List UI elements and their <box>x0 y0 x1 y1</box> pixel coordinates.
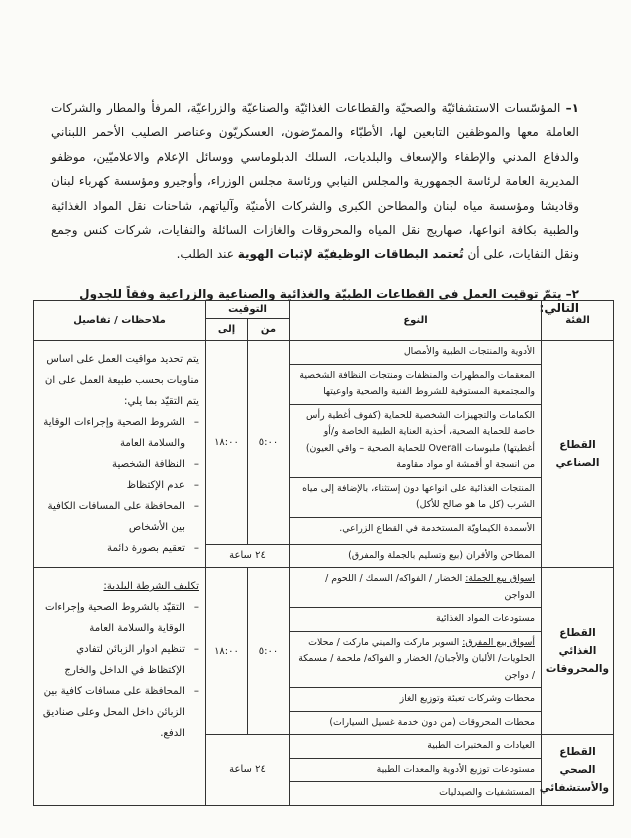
health-hours: ٢٤ ساعة <box>206 735 290 806</box>
list-item: – الشروط الصحية وإجراءات الوقاية والسلامة العامة <box>40 412 199 454</box>
header-from: من <box>248 319 290 341</box>
list-item: المنتجات الغذائية على انواعها دون إستثناء، بالإضافة إلى مياه الشرب (كل ما هو صالح للأكل) <box>290 478 541 518</box>
list-item: – تنظيم ادوار الزبائن لتفادي الإكتظاظ في الداخل والخارج <box>40 639 199 681</box>
section-heading: ٢– يتمّ توقيت العمل في القطاعات الطبيّة والغذائية والصناعية والزراعية وفقاً للجدول التالي: <box>79 287 579 315</box>
list-item: مستودعات المواد الغذائية <box>290 608 541 632</box>
header-notes: ملاحظات / تفاصيل <box>34 301 206 341</box>
intro-paragraph <box>51 96 579 267</box>
list-item: محطات وشركات تعبئة وتوزيع الغاز <box>290 688 541 712</box>
list-item: – المحافظة على المسافات الكافية بين الأشخاص <box>40 496 199 538</box>
list-item: مستودعات توزيع الأدوية والمعدات الطبية <box>290 759 541 783</box>
food-items <box>290 568 542 735</box>
list-item: المعقمات والمطهرات والمنظفات ومنتجات النظافة الشخصية والمجتمعية المستوفية للشروط الفنية والصحية واوعيتها <box>290 365 541 405</box>
timing-table <box>33 300 614 806</box>
industrial-notes <box>34 341 206 568</box>
paragraph-tail: عند الطلب. <box>176 247 238 262</box>
list-item: الأسمدة الكيماويّة المستخدمة في القطاع الزراعي. <box>339 522 535 534</box>
bakeries-item-cell <box>290 544 542 568</box>
food-notes <box>34 568 206 806</box>
category-industrial: القطاع الصناعي <box>542 341 614 568</box>
list-item: الأدوية والمنتجات الطبية والأمصال <box>290 341 541 365</box>
paragraph-text: المؤسّسات الاستشفائيّة والصحيّة والقطاعات الغذائيّة والصناعيّة والزراعيّة، المرفأ والمطار والشركات العاملة معها والموظفين التابعين لها، الأطبّاء والممرّضون، العسكريّون وعناصر الصليب الأحمر اللبناني والدفاع المدني والإطفاء والإسعاف والبلديات، السلك الدبلوماسي ووسائل الإعلام والاعلاميّين، موظفو المديرية العامة لرئاسة الجمهورية والمجلس النيابي ورئاسة مجلس الوزراء، وأوجيرو ومؤسسة كهرباء لبنان وقاديشا ومؤسسة مياه لبنان والمطاحن الكبرى والشركات الأمنيّة وآلياتهم، شاحنات نقل المواد الغذائية والطبية بكافة انواعها، صهاريج نقل المياه والمحروقات والغازات السائلة والنفايات، شركات كنس وجمع ونقل النفايات، على أن <box>51 101 579 262</box>
list-item: أسواق بيع المفرق: السوبر ماركت والميني ماركت / محلات الحلويات/ الألبان والأجبان/ الخضار و الفواكه/ ملحمة / مسمكة / دواجن <box>290 632 541 689</box>
header-to: إلى <box>206 319 248 341</box>
food-from: ٥:٠٠ <box>248 568 290 735</box>
list-item: – المحافظة على مسافات كافية بين الزبائن داخل المحل وعلى صناديق الدفع. <box>40 681 199 744</box>
header-timing: التوقيت <box>206 301 290 319</box>
notes-intro: يتم تحديد مواقيت العمل على اساس مناوبات بحسب طبيعة العمل على ان يتم التقيّد بما يلي: <box>44 354 199 407</box>
industrial-from: ٥:٠٠ <box>248 341 290 545</box>
industrial-to: ١٨:٠٠ <box>206 341 248 545</box>
list-item: – تعقيم بصورة دائمة <box>40 538 199 559</box>
industrial-hours: ٢٤ ساعة <box>206 544 290 568</box>
list-item: المطاحن والأفران (بيع وتسليم بالجملة والمفرق) <box>348 549 535 561</box>
notes-title: تكليف الشرطة البلدية: <box>103 581 199 592</box>
list-item: المستشفيات والصيدليات <box>439 787 535 798</box>
industrial-items <box>290 341 542 545</box>
category-food: القطاع الغذائي والمحروقات <box>542 568 614 735</box>
food-to: ١٨:٠٠ <box>206 568 248 735</box>
list-item: – عدم الإكتظاظ <box>40 475 199 496</box>
paragraph-bold-text: تُعتمد البطاقات الوظيفيّة لإثبات الهوية <box>237 247 464 262</box>
list-item: – التقيّد بالشروط الصحية وإجراءات الوقاية والسلامة العامة <box>40 597 199 639</box>
header-type: النوع <box>290 301 542 341</box>
category-health: القطاع الصحي والأستشفائي <box>542 735 614 806</box>
notes-list <box>40 597 199 744</box>
list-item: محطات المحروقات (من دون خدمة غسيل السيارات) <box>329 716 535 728</box>
paragraph-number: ١– <box>565 101 579 115</box>
header-category: الفئة <box>542 301 614 341</box>
list-item: – النظافة الشخصية <box>40 454 199 475</box>
list-item: العيادات و المختبرات الطبية <box>290 735 541 759</box>
notes-list <box>40 412 199 559</box>
health-items <box>290 735 542 806</box>
list-item: الكمامات والتجهيزات الشخصية للحماية (كفوف أغطية رأس خاصة للحماية الصحية، أحذية العناية الطبية الخاصة و/أو أغطيتها) ملبوسات Overall للحماية الصحية – واقي العيون) من انسجة او أقمشة او مواد مقاومة <box>290 405 541 478</box>
list-item: اسواق بيع الجملة: الخضار / الفواكه/ السمك / اللحوم / الدواجن <box>290 568 541 608</box>
